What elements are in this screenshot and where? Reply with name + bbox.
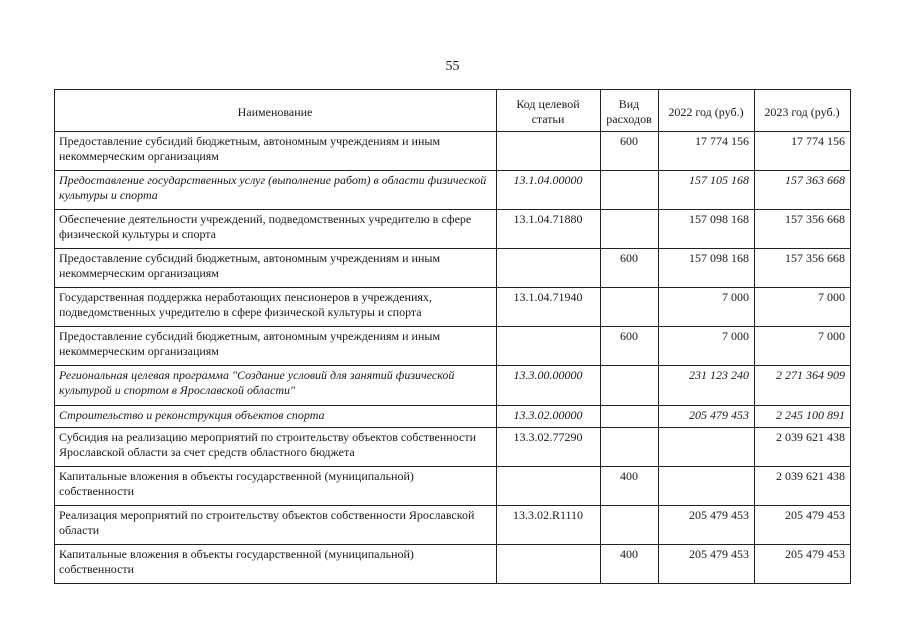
- row-name-cell: Региональная целевая программа "Создание условий для занятий физической культурой и спортом в Ярославской области": [55, 366, 497, 406]
- table-row: [55, 406, 851, 428]
- row-code-cell: 13.3.00.00000: [497, 366, 601, 406]
- table-row: [55, 132, 851, 171]
- row-code-cell: 13.3.02.77290: [497, 428, 601, 467]
- table-header-row: [55, 90, 851, 132]
- header-name: Наименование: [55, 90, 497, 132]
- row-2022-cell: 157 098 168: [659, 249, 755, 288]
- row-code-cell: [497, 327, 601, 366]
- header-2022: 2022 год (руб.): [659, 90, 755, 132]
- header-type: Вид расходов: [601, 90, 659, 132]
- row-2022-cell: [659, 428, 755, 467]
- page-number: 55: [445, 59, 460, 74]
- header-code: Код целевой статьи: [497, 90, 601, 132]
- table-row: [55, 428, 851, 467]
- row-code-cell: 13.3.02.R1110: [497, 506, 601, 545]
- row-name-cell: Строительство и реконструкция объектов спорта: [55, 406, 497, 428]
- row-2022-cell: 17 774 156: [659, 132, 755, 171]
- table-row: [55, 288, 851, 327]
- table-row: [55, 506, 851, 545]
- row-2022-cell: [659, 467, 755, 506]
- row-type-cell: 600: [601, 327, 659, 366]
- row-code-cell: 13.1.04.71940: [497, 288, 601, 327]
- row-name-cell: Обеспечение деятельности учреждений, подведомственных учредителю в сфере физической культуры и спорта: [55, 210, 497, 249]
- row-2023-cell: 2 245 100 891: [755, 406, 851, 428]
- row-name-cell: Предоставление государственных услуг (выполнение работ) в области физической культуры и спорта: [55, 171, 497, 210]
- row-type-cell: [601, 366, 659, 406]
- row-2022-cell: 205 479 453: [659, 406, 755, 428]
- row-type-cell: 600: [601, 249, 659, 288]
- row-type-cell: [601, 288, 659, 327]
- table-row: [55, 210, 851, 249]
- row-2023-cell: 205 479 453: [755, 545, 851, 584]
- header-2023: 2023 год (руб.): [755, 90, 851, 132]
- row-code-cell: 13.3.02.00000: [497, 406, 601, 428]
- row-2023-cell: 205 479 453: [755, 506, 851, 545]
- row-code-cell: [497, 249, 601, 288]
- row-2023-cell: 157 356 668: [755, 249, 851, 288]
- row-2023-cell: 2 039 621 438: [755, 467, 851, 506]
- table-row: [55, 327, 851, 366]
- row-name-cell: Капитальные вложения в объекты государственной (муниципальной) собственности: [55, 467, 497, 506]
- table-row: [55, 366, 851, 406]
- row-name-cell: Государственная поддержка неработающих пенсионеров в учреждениях, подведомственных учредителю в сфере физической культуры и спорта: [55, 288, 497, 327]
- table-body: [55, 132, 851, 584]
- row-2023-cell: 17 774 156: [755, 132, 851, 171]
- row-code-cell: 13.1.04.71880: [497, 210, 601, 249]
- row-code-cell: [497, 132, 601, 171]
- row-2023-cell: 2 039 621 438: [755, 428, 851, 467]
- row-2022-cell: 205 479 453: [659, 506, 755, 545]
- row-2023-cell: 157 363 668: [755, 171, 851, 210]
- row-name-cell: Капитальные вложения в объекты государственной (муниципальной) собственности: [55, 545, 497, 584]
- row-type-cell: [601, 506, 659, 545]
- row-2023-cell: 7 000: [755, 288, 851, 327]
- row-type-cell: 400: [601, 545, 659, 584]
- row-type-cell: [601, 406, 659, 428]
- row-2022-cell: 7 000: [659, 327, 755, 366]
- table-row: [55, 171, 851, 210]
- row-2022-cell: 7 000: [659, 288, 755, 327]
- row-code-cell: [497, 467, 601, 506]
- row-name-cell: Реализация мероприятий по строительству объектов собственности Ярославской области: [55, 506, 497, 545]
- row-type-cell: 400: [601, 467, 659, 506]
- row-2023-cell: 2 271 364 909: [755, 366, 851, 406]
- row-name-cell: Предоставление субсидий бюджетным, автономным учреждениям и иным некоммерческим организациям: [55, 132, 497, 171]
- row-name-cell: Предоставление субсидий бюджетным, автономным учреждениям и иным некоммерческим организациям: [55, 327, 497, 366]
- row-2022-cell: 231 123 240: [659, 366, 755, 406]
- row-type-cell: 600: [601, 132, 659, 171]
- row-type-cell: [601, 428, 659, 467]
- budget-table: [54, 89, 851, 584]
- table-row: [55, 545, 851, 584]
- row-2022-cell: 205 479 453: [659, 545, 755, 584]
- row-2023-cell: 7 000: [755, 327, 851, 366]
- row-code-cell: 13.1.04.00000: [497, 171, 601, 210]
- table-row: [55, 467, 851, 506]
- row-name-cell: Предоставление субсидий бюджетным, автономным учреждениям и иным некоммерческим организациям: [55, 249, 497, 288]
- row-2023-cell: 157 356 668: [755, 210, 851, 249]
- table-row: [55, 249, 851, 288]
- row-code-cell: [497, 545, 601, 584]
- row-2022-cell: 157 105 168: [659, 171, 755, 210]
- row-name-cell: Субсидия на реализацию мероприятий по строительству объектов собственности Ярославской области за счет средств областного бюджета: [55, 428, 497, 467]
- row-2022-cell: 157 098 168: [659, 210, 755, 249]
- row-type-cell: [601, 171, 659, 210]
- row-type-cell: [601, 210, 659, 249]
